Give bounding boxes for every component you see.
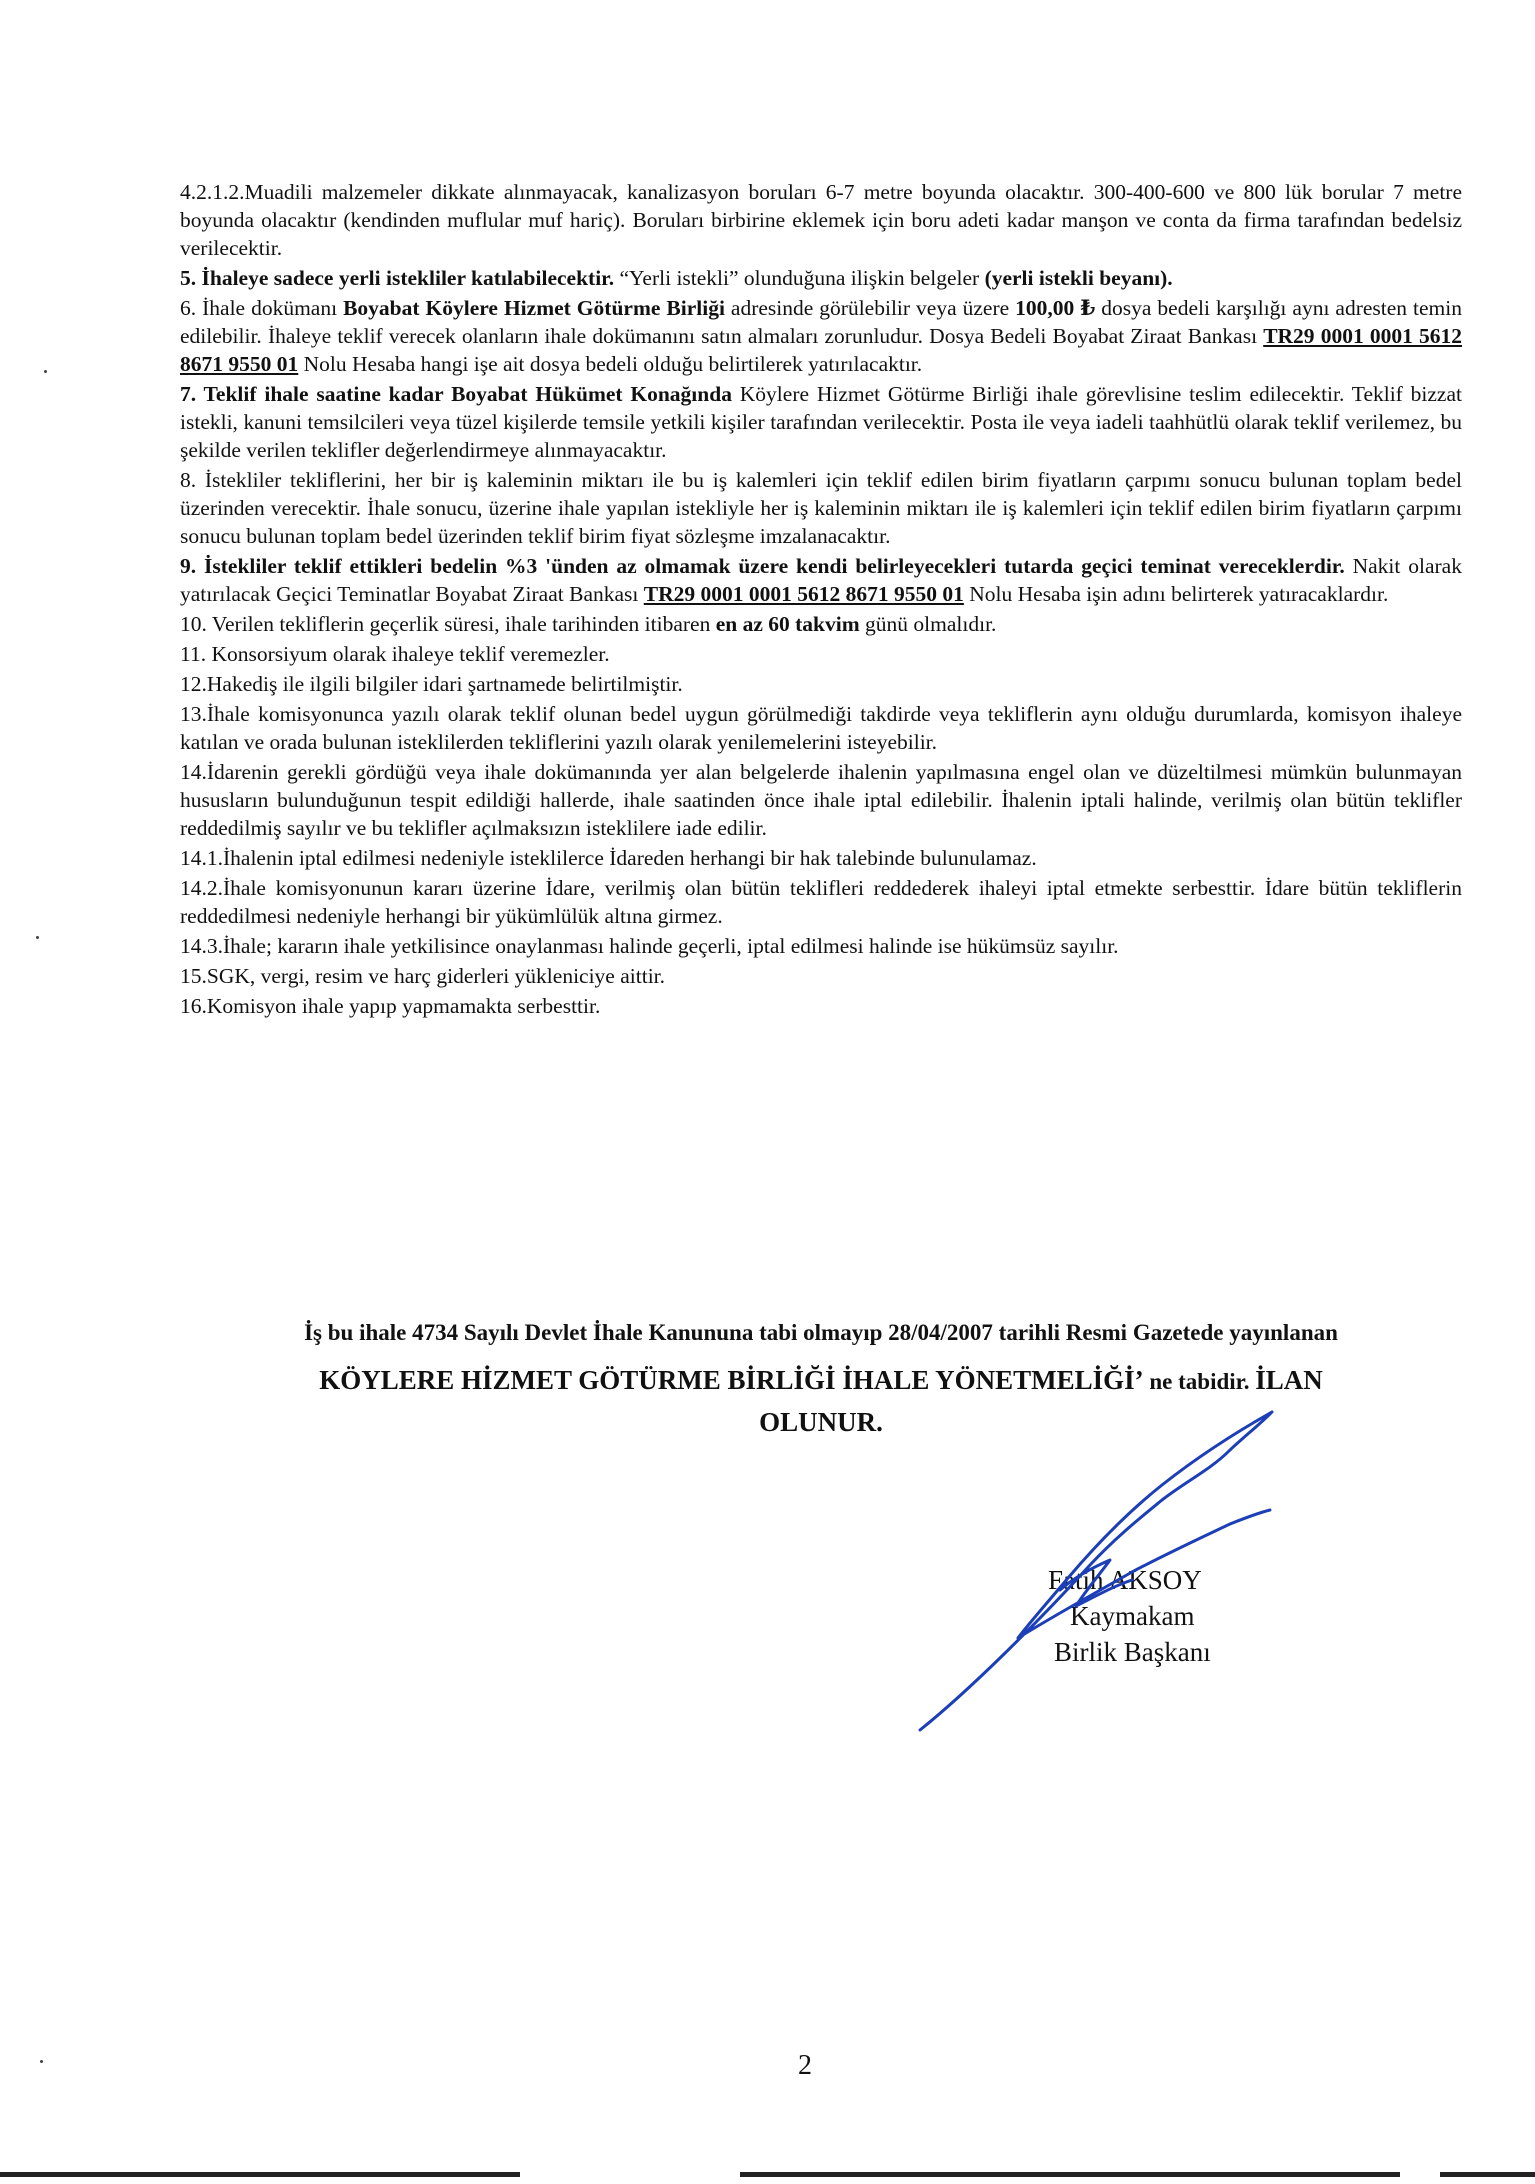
closing-line-3: OLUNUR.	[759, 1407, 883, 1437]
paragraph-8: 8. İstekliler tekliflerini, her bir iş kaleminin miktarı ile bu iş kalemleri için teklif edilen birim fiyatların çarpımı sonucu bulunan toplam bedel üzerinden verecektir. İhale sonucu, üzerine ihale yapılan istekliyle her iş kaleminin miktarı ile iş kalemleri için teklif edilen birim fiyatların çarpımı sonucu bulunan toplam bedel üzerinden teklif birim fiyat sözleşme imzalanacaktır.	[180, 468, 1462, 548]
paragraph-6-org: Boyabat Köylere Hizmet Götürme Birliği	[343, 296, 725, 320]
paragraph-14-2: 14.2.İhale komisyonunun kararı üzerine İdare, verilmiş olan bütün teklifleri reddederek ihaleyi iptal etmekte serbesttir. İdare bütün tekliflerin reddedilmesi nedeniyle herhangi bir yükümlülük altına girmez.	[180, 876, 1462, 928]
paragraph-7-bold: 7. Teklif ihale saatine kadar Boyabat Hükümet Konağında	[180, 382, 732, 406]
closing-line-1: İş bu ihale 4734 Sayılı Devlet İhale Kanununa tabi olmayıp 28/04/2007 tarihli Resmi Gazetede yayınlanan	[304, 1320, 1338, 1345]
paragraph-15: 15.SGK, vergi, resim ve harç giderleri yükleniciye aittir.	[180, 964, 666, 988]
paragraph-6-fee: 100,00 ₺	[1015, 296, 1096, 320]
scan-speck	[40, 2060, 43, 2063]
paragraph-16: 16.Komisyon ihale yapıp yapmamakta serbesttir.	[180, 994, 601, 1018]
paragraph-6-text-b: adresinde görülebilir veya üzere	[724, 296, 1016, 320]
paragraph-5	[180, 264, 1462, 292]
paragraph-6-text-a: 6. İhale dokümanı	[180, 296, 344, 320]
paragraph-9-text-b: Nolu Hesaba işin adını belirterek yatıracaklardır.	[963, 582, 1389, 606]
paragraph-12: 12.Hakediş ile ilgili bilgiler idari şartnamede belirtilmiştir.	[180, 672, 683, 696]
paragraph-10-text-b: günü olmalıdır.	[859, 612, 997, 636]
paragraph-14: 14.İdarenin gerekli gördüğü veya ihale dokümanında yer alan belgelerde ihalenin yapılmasına engel olan ve düzeltilmesi mümkün bulunmayan hususların bulunduğunun tespit edildiği hallerde, ihale saatinden önce ihale iptal edilebilir. İhalenin iptali halinde, verilmiş olan bütün teklifler reddedilmiş sayılır ve bu teklifler açılmaksızın isteklilere iade edilir.	[180, 760, 1462, 840]
paragraph-6	[180, 294, 1462, 378]
closing-line-2	[180, 1360, 1462, 1402]
paragraph-10	[180, 610, 1462, 638]
page-number: 2	[798, 2050, 812, 2081]
closing-ilan: İLAN	[1255, 1365, 1323, 1395]
paragraph-5-text: “Yerli istekli” olunduğuna ilişkin belgeler	[614, 266, 985, 290]
paragraph-13: 13.İhale komisyonunca yazılı olarak teklif olunan bedel uygun görülmediği takdirde veya tekliflerin aynı olduğu durumlarda, komisyon ihaleye katılan ve orada bulunan isteklilerden tekliflerini yazılı olarak yenilemelerini isteyebilir.	[180, 702, 1462, 754]
paragraph-6-iban: TR29 0001 0001 5612 8671 9550 01	[180, 324, 1462, 376]
paragraph-11: 11. Konsorsiyum olarak ihaleye teklif veremezler.	[180, 642, 610, 666]
regulation-name: KÖYLERE HİZMET GÖTÜRME BİRLİĞİ İHALE YÖNETMELİĞİ’	[319, 1365, 1144, 1395]
paragraph-14-1: 14.1.İhalenin iptal edilmesi nedeniyle isteklilerce İdareden herhangi bir hak talebinde bulunulamaz.	[180, 846, 1037, 870]
paragraph-9-iban: TR29 0001 0001 5612 8671 9550 01	[643, 582, 964, 606]
paragraph-10-bold: en az 60 takvim	[715, 612, 860, 636]
signatory-title: Kaymakam	[1070, 1601, 1195, 1631]
paragraph-5-bold: 5. İhaleye sadece yerli istekliler katılabilecektir.	[180, 266, 615, 290]
paragraph-9-bold: 9. İstekliler teklif ettikleri bedelin %3 'ünden az olmamak üzere kendi belirleyecekleri tutarda geçici teminat vereceklerdir.	[180, 554, 1345, 578]
paragraph-6-text-c: dosya bedeli karşılığı aynı adresten temin edilebilir. İhaleye teklif verecek olanların ihale dokümanını satın almaları zorunludur. Dosya Bedeli Boyabat Ziraat Bankası	[180, 296, 1463, 348]
paragraph-7	[180, 380, 1462, 464]
paragraph-5-bold-end: (yerli istekli beyanı).	[984, 266, 1173, 290]
paragraph-14-3: 14.3.İhale; kararın ihale yetkilisince onaylanması halinde geçerli, iptal edilmesi halinde ise hükümsüz sayılır.	[180, 934, 1119, 958]
paragraph-9	[180, 552, 1462, 608]
scan-speck	[44, 370, 47, 373]
signatory-unit: Birlik Başkanı	[1054, 1637, 1211, 1667]
closing-line-2-mid: ne tabidir.	[1143, 1369, 1256, 1394]
paragraph-9-text-a: Nakit olarak yatırılacak Geçici Teminatlar Boyabat Ziraat Bankası	[180, 554, 1462, 606]
paragraph-6-text-d: Nolu Hesaba hangi işe ait dosya bedeli olduğu belirtilerek yatırılacaktır.	[298, 352, 923, 376]
scan-bottom-edge	[0, 2172, 1535, 2178]
paragraph-10-text-a: 10. Verilen tekliflerin geçerlik süresi, ihale tarihinden itibaren	[180, 612, 716, 636]
paragraph-7-text: Köylere Hizmet Götürme Birliği ihale görevlisine teslim edilecektir. Teklif bizzat istekli, kanuni temsilcileri veya tüzel kişilerde temsile yetkili kişiler tarafından verilecektir. Posta ile veya iadeli taahhütlü olarak teklif verilemez, bu şekilde verilen teklifler değerlendirmeye alınmayacaktır.	[180, 382, 1462, 462]
signatory-name: Fatih AKSOY	[1048, 1565, 1202, 1595]
signatory-block	[1048, 1562, 1268, 1670]
closing-statement	[180, 1316, 1462, 1442]
paragraph-4-2-1-2: 4.2.1.2.Muadili malzemeler dikkate alınmayacak, kanalizasyon boruları 6-7 metre boyunda olacaktır. 300-400-600 ve 800 lük borular 7 metre boyunda olacaktır (kendinden muflular muf hariç). Boruları birbirine eklemek için boru adeti kadar manşon ve conta da firma tarafından bedelsiz verilecektir.	[180, 180, 1462, 260]
scan-speck	[36, 936, 39, 939]
document-body	[180, 178, 1462, 1022]
